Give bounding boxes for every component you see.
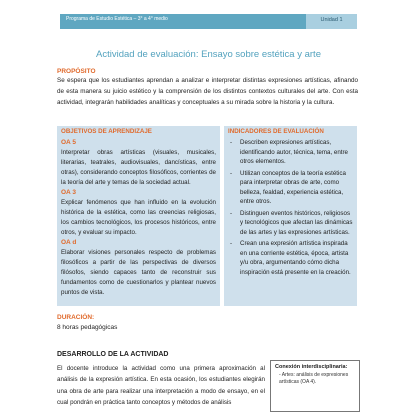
development-title: DESARROLLO DE LA ACTIVIDAD bbox=[57, 351, 169, 358]
objective-text: Elaborar visiones personales respecto de problemas filosóficos a partir de las perspectivas de diversos filósofos, siendo capaces tanto de reconstruir sus fundamentos como de cuestionarlos y plantear nuevos puntos de vista. bbox=[61, 249, 216, 296]
page-title: Actividad de evaluación: Ensayo sobre estética y arte bbox=[96, 49, 321, 60]
indicator-item: - Crean una expresión artística inspirada en una corriente estética, época, artista y/u obra, argumentando cómo dicha inspiración está presente en la creación. bbox=[228, 239, 353, 277]
unit-label: Unidad 1 bbox=[320, 17, 343, 23]
duration-text: 8 horas pedagógicas bbox=[57, 324, 118, 331]
development-text: El docente introduce la actividad como una primera aproximación al análisis de la expresión artística. En esta ocasión, los estudiantes elegirán una obra de arte para realizar una interpretación a modo de ensayo, en el cual pondrán en práctica tanto conceptos y métodos de análisis bbox=[57, 365, 265, 407]
objective-label: OA 3 bbox=[61, 189, 76, 196]
connection-title: Conexión interdisciplinaria: bbox=[275, 364, 348, 370]
duration-label: DURACIÓN: bbox=[57, 314, 95, 321]
program-label: Programa de Estudio Estética – 3° a 4° medio bbox=[66, 16, 168, 22]
indicator-item: - Describen expresiones artísticas, identificando autor, técnica, tema, entre otros elementos. bbox=[228, 138, 353, 167]
purpose-label: PROPÓSITO bbox=[57, 68, 96, 75]
indicator-item: - Utilizan conceptos de la teoría estética para interpretar obras de arte, como belleza, fealdad, experiencia estética, entre otros. bbox=[228, 169, 353, 207]
indicator-item: - Distinguen eventos históricos, religiosos y tecnológicos que afectan las dinámicas de las artes y las expresiones artísticas. bbox=[228, 209, 353, 238]
objective-label: OA 5 bbox=[61, 139, 76, 146]
objective-text: Explicar fenómenos que han influido en la evolución histórica de la estética, como las creencias religiosas, los cambios tecnológicos, los procesos históricos, entre otros, y evaluar su impacto. bbox=[61, 199, 216, 236]
unit-badge bbox=[306, 14, 357, 29]
indicators-header: INDICADORES DE EVALUACIÓN bbox=[228, 128, 324, 135]
page-header bbox=[0, 0, 400, 34]
connection-box bbox=[270, 360, 360, 412]
objectives-list bbox=[61, 138, 216, 298]
connection-text: - Artes: análisis de expresiones artísticas (OA 4). bbox=[279, 372, 349, 385]
objective-label: OA d bbox=[61, 239, 77, 246]
objectives-header: OBJETIVOS DE APRENDIZAJE bbox=[61, 128, 152, 135]
objective-text: Interpretar obras artísticas (visuales, musicales, literarias, teatrales, audiovisuales, dancísticas, entre otras), considerando conceptos filosóficos, corrientes de la teoría del arte y temas de la sociedad actual. bbox=[61, 149, 216, 186]
purpose-text: Se espera que los estudiantes aprendan a analizar e interpretar distintas expresiones artísticas, afinando de esta manera su juicio estético y la comprensión de los distintos contextos culturales del arte. Con esta actividad, integrarán habilidades analíticas y conceptuales a su mirada sobre la historia y la cultura. bbox=[57, 77, 358, 107]
indicators-panel bbox=[224, 126, 357, 306]
objectives-panel bbox=[57, 126, 220, 306]
indicators-list bbox=[228, 138, 353, 279]
